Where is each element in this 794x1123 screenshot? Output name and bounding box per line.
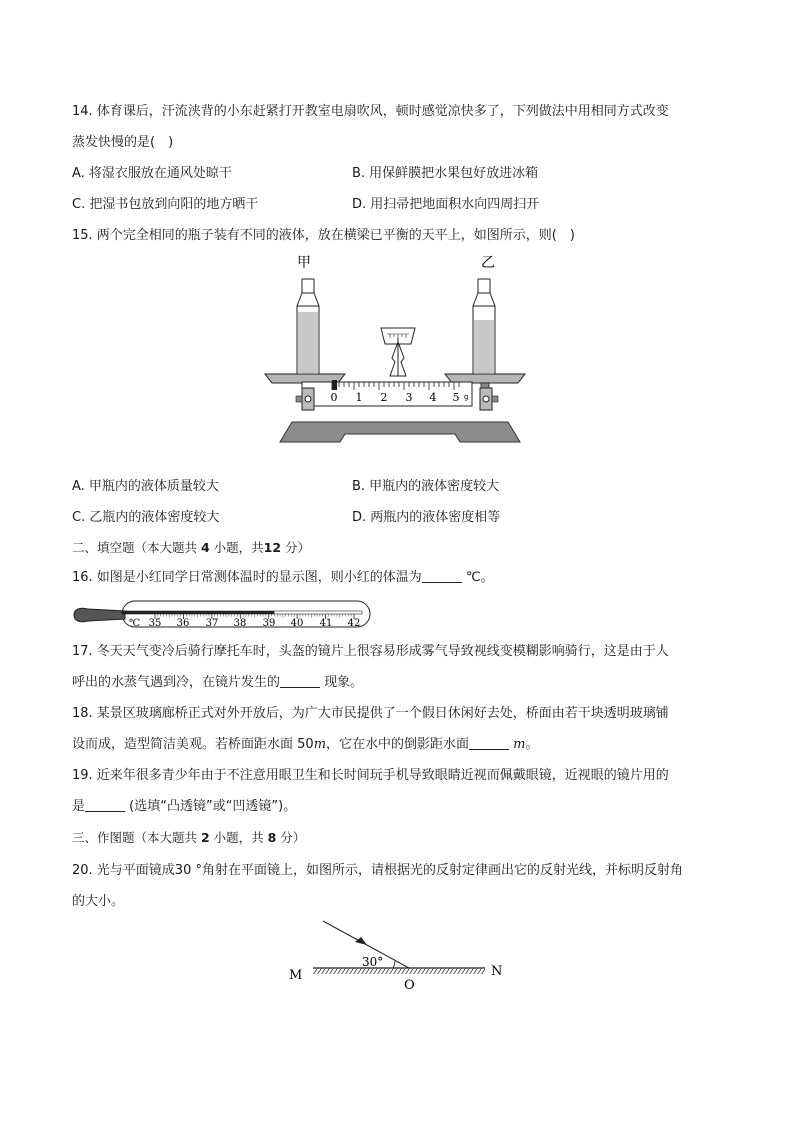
q20-line1: 20. 光与平面镜成30 °角射在平面镜上，如图所示，请根据光的反射定律画出它的反射光线，并标明反射角: [72, 863, 683, 878]
scale-tick-3: 3: [405, 391, 413, 404]
q14-stem-line1: 14. 体育课后，汗流浃背的小东赶紧打开教室电扇吹风，顿时感觉凉快多了，下列做法中用相同方式改变: [72, 104, 669, 119]
scale-tick-5: 5: [452, 391, 460, 404]
q15-option-d: D. 两瓶内的液体密度相等: [352, 510, 501, 525]
bottle-jia: [297, 279, 319, 374]
section3-heading: 三、作图题（本大题共 2 小题，共 8 分）: [72, 830, 306, 845]
scale-unit: g: [464, 393, 469, 401]
label-M: M: [289, 968, 303, 983]
q18-line2: 设而成，造型简洁美观。若桥面距水面 50m，它在水中的倒影距水面 m。: [72, 737, 539, 752]
q17-line2: 呼出的水蒸气遇到冷，在镜片发生的 现象。: [72, 675, 364, 690]
therm-label-40: 40: [290, 618, 304, 629]
balance-figure: [260, 250, 540, 450]
q20-line2: 的大小。: [72, 894, 125, 909]
scale-tick-1: 1: [355, 391, 363, 404]
label-yi: 乙: [481, 255, 495, 271]
q16-stem: 16. 如图是小红同学日常测体温时的显示图，则小红的体温为 ℃。: [72, 570, 494, 585]
bottle-yi: [473, 279, 495, 374]
mirror-figure: [285, 915, 515, 995]
q15-option-c: C. 乙瓶内的液体密度较大: [72, 510, 220, 525]
therm-label-41: 41: [319, 618, 333, 629]
label-N: N: [491, 964, 503, 979]
therm-label-42: 42: [347, 618, 361, 629]
therm-label-39: 39: [262, 618, 276, 629]
q17-line1: 17. 冬天天气变冷后骑行摩托车时，头盔的镜片上很容易形成雾气导致视线变模糊影响骑行，这是由于人: [72, 644, 669, 659]
answer-blank[interactable]: [469, 735, 509, 750]
therm-label-35: 35: [148, 618, 162, 629]
answer-blank[interactable]: [280, 673, 320, 688]
answer-blank[interactable]: [85, 797, 125, 812]
therm-label-38: 38: [233, 618, 247, 629]
angle-label: 30°: [362, 955, 384, 969]
q14-option-a: A. 将湿衣服放在通风处晾干: [72, 166, 232, 181]
label-O: O: [404, 978, 415, 993]
thermometer-unit: ℃: [129, 618, 141, 629]
q15-option-b: B. 甲瓶内的液体密度较大: [352, 479, 500, 494]
scale-tick-0: 0: [330, 391, 338, 404]
therm-label-36: 36: [176, 618, 190, 629]
answer-blank[interactable]: [422, 568, 462, 583]
q19-line1: 19. 近来年很多青少年由于不注意用眼卫生和长时间玩手机导致眼睛近视而佩戴眼镜，近视眼的镜片用的: [72, 768, 669, 783]
q19-line2: 是 (选填“凸透镜”或“凹透镜”)。: [72, 799, 297, 814]
q18-line1: 18. 某景区玻璃廊桥正式对外开放后，为广大市民提供了一个假日休闲好去处，桥面由若干块透明玻璃铺: [72, 706, 669, 721]
q15-option-a: A. 甲瓶内的液体质量较大: [72, 479, 219, 494]
q14-option-c: C. 把湿书包放到向阳的地方晒干: [72, 197, 259, 212]
therm-label-37: 37: [205, 618, 219, 629]
mercury-column: [122, 611, 274, 614]
q14-stem-line2: 蒸发快慢的是( ): [72, 135, 174, 150]
scale-tick-4: 4: [429, 391, 437, 404]
q14-option-b: B. 用保鲜膜把水果包好放进冰箱: [352, 166, 539, 181]
section2-heading: 二、填空题（本大题共 4 小题，共12 分）: [72, 540, 311, 555]
q15-stem: 15. 两个完全相同的瓶子装有不同的液体，放在横梁已平衡的天平上，如图所示，则( ): [72, 228, 575, 243]
scale-tick-2: 2: [380, 391, 388, 404]
thermometer-figure: [70, 598, 375, 632]
q14-option-d: D. 用扫帚把地面积水向四周扫开: [352, 197, 540, 212]
label-jia: 甲: [297, 255, 311, 271]
